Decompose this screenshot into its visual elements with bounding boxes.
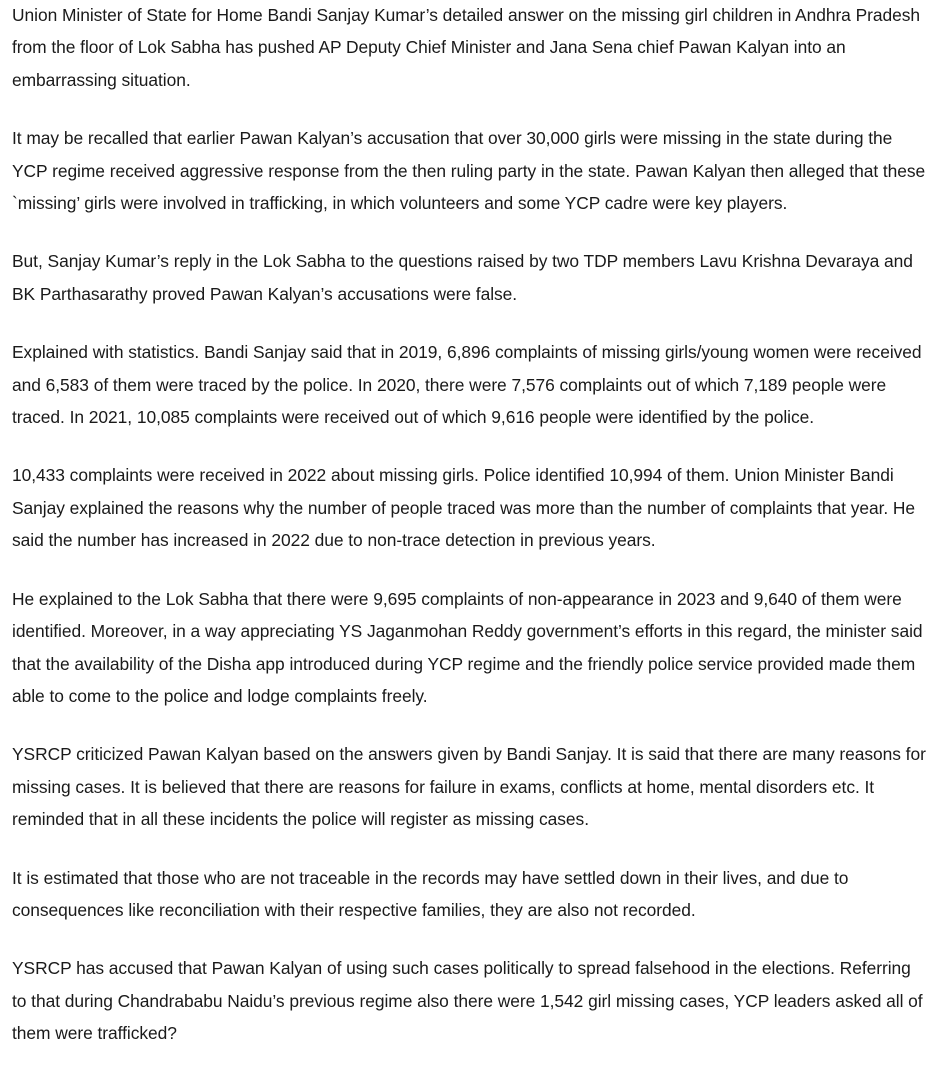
article-paragraph: It may be recalled that earlier Pawan Kalyan’s accusation that over 30,000 girls were missing in the state during the YCP regime received aggressive response from the then ruling party in the state. Pawan Kalyan then alleged that these `missing’ girls were involved in trafficking, in which volunteers and some YCP cadre were key players. xyxy=(12,128,926,214)
article-paragraph: But, Sanjay Kumar’s reply in the Lok Sabha to the questions raised by two TDP members Lavu Krishna Devaraya and BK Parthasarathy proved Pawan Kalyan’s accusations were false. xyxy=(12,251,913,304)
article-paragraph: 10,433 complaints were received in 2022 about missing girls. Police identified 10,994 of them. Union Minister Bandi Sanjay explained the reasons why the number of people traced was more than the number of complaints that year. He said the number has increased in 2022 due to non-trace detection in previous years. xyxy=(12,465,916,551)
article-paragraph: He explained to the Lok Sabha that there were 9,695 complaints of non-appearance in 2023 and 9,640 of them were identified. Moreover, in a way appreciating YS Jaganmohan Reddy government’s efforts in this regard, the minister said that the availability of the Disha app introduced during YCP regime and the friendly police service provided made them able to come to the police and lodge complaints freely. xyxy=(12,588,923,706)
article-paragraph: Union Minister of State for Home Bandi Sanjay Kumar’s detailed answer on the missing girl children in Andhra Pradesh from the floor of Lok Sabha has pushed AP Deputy Chief Minister and Jana Sena chief Pawan Kalyan into an embarrassing situation. xyxy=(12,5,921,90)
article-paragraph: YSRCP criticized Pawan Kalyan based on the answers given by Bandi Sanjay. It is said that there are many reasons for missing cases. It is believed that there are reasons for failure in exams, conflicts at home, mental disorders etc. It reminded that in all these incidents the police will register as missing cases. xyxy=(12,744,926,830)
article-paragraph: YSRCP has accused that Pawan Kalyan of using such cases politically to spread falsehood in the elections. Referring to that during Chandrababu Naidu’s previous regime also there were 1,542 girl missing cases, YCP leaders asked all of them were trafficked? xyxy=(12,958,923,1044)
article-paragraph: Explained with statistics. Bandi Sanjay said that in 2019, 6,896 complaints of missing girls/young women were received and 6,583 of them were traced by the police. In 2020, there were 7,576 complaints out of which 7,189 people were traced. In 2021, 10,085 complaints were received out of which 9,616 people were identified by the police. xyxy=(12,342,922,428)
article-paragraph: It is estimated that those who are not traceable in the records may have settled down in their lives, and due to consequences like reconciliation with their respective families, they are also not recorded. xyxy=(12,867,849,920)
